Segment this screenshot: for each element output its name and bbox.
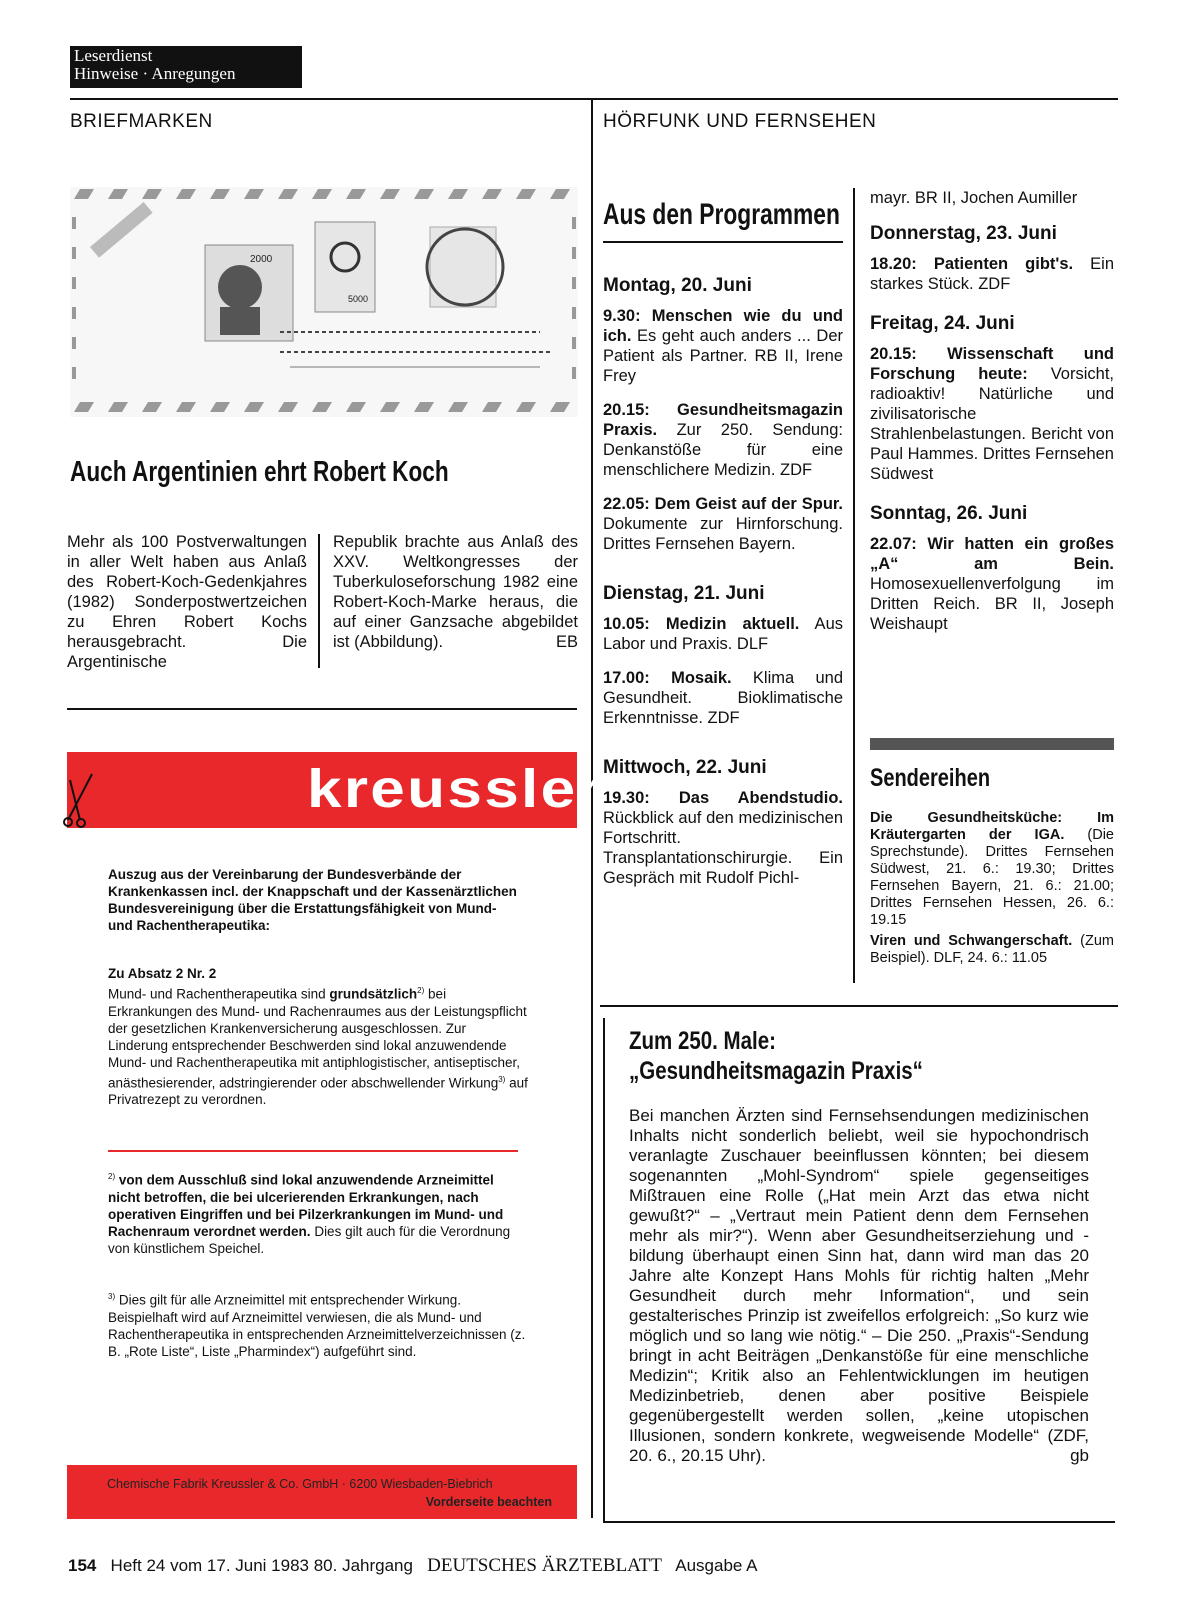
ad-company: Chemische Fabrik Kreussler & Co. GmbH · 6200 Wiesbaden-Biebrich	[107, 1477, 493, 1491]
programmes-title-rule	[603, 241, 843, 243]
scissors-icon	[60, 770, 100, 830]
programme-entry	[603, 494, 843, 554]
programme-desc: Es geht auch anders ... Der Patient als Partner. RB II, Irene Frey	[603, 327, 843, 385]
programme-desc: Homosexuellenverfolgung im Dritten Reich. BR II, Joseph Weishaupt	[870, 575, 1114, 633]
programmes-col-b	[870, 188, 1114, 634]
article-col-1: Mehr als 100 Postverwaltungen in aller Welt haben aus Anlaß des Robert-Koch-Gedenkjahres (1982) Sonderpostwertzeichen zu Ehren Robert Kochs herausgebracht. Die Argentinische	[67, 533, 307, 671]
ad-paragraph-1	[108, 982, 528, 1108]
box-title-line-1: Zum 250. Male:	[629, 1027, 776, 1055]
day-heading: Montag, 20. Juni	[603, 275, 752, 296]
article-col-2: Republik brachte aus Anlaß des XXV. Weltkongresses der Tuberkuloseforschung 1982 eine Robert-Koch-Marke heraus, die auf einer Ganzsache abgebildet ist (Abbildung).	[333, 533, 578, 651]
programme-entry	[603, 614, 843, 654]
programme-desc: Dokumente zur Hirnforschung. Drittes Fernsehen Bayern.	[603, 515, 843, 553]
programme-time-title: 20.15: Gesundheitsmagazin Praxis.	[603, 401, 843, 439]
ad-para-1c: auf Privatrezept zu verordnen.	[108, 1075, 528, 1107]
day-heading: Donnerstag, 23. Juni	[870, 223, 1057, 244]
day-heading: Mittwoch, 22. Juni	[603, 757, 767, 778]
section-label-briefmarken: BRIEFMARKEN	[70, 111, 213, 132]
programmes-title: Aus den Programmen	[603, 198, 840, 231]
ad-red-rule	[108, 1150, 518, 1152]
programme-entry	[603, 306, 843, 386]
box-sign: gb	[1070, 1446, 1089, 1465]
ad-intro: Auszug aus der Vereinbarung der Bundesverbände der Krankenkassen incl. der Knappschaft und der Kassenärztlichen Bundesvereinigung über die Erstattungsfähigkeit von Mund- und Rachentherapeutika:	[108, 867, 517, 933]
programme-time-title: 19.30: Das Abendstudio.	[603, 789, 843, 807]
headline-robert-koch: Auch Argentinien ehrt Robert Koch	[70, 456, 449, 488]
series-item-desc: (Die Sprechstunde). Drittes Fernsehen Südwest, 21. 6.: 19.30; Drittes Fernsehen Bayern, 21. 6.: 21.00; Drittes Fernsehen Hessen, 26. 6.: 19.15	[870, 827, 1114, 928]
programme-desc: Rückblick auf den medizinischen Fortschritt. Transplantationschirurgie. Ein Gespräch mit Rudolf Pichl-	[603, 809, 843, 887]
day-heading: Freitag, 24. Juni	[870, 313, 1015, 334]
programme-time-title: 20.15: Wissenschaft und Forschung heute:	[870, 345, 1114, 383]
programme-entry	[603, 788, 843, 888]
article-col-divider	[318, 534, 320, 668]
programme-time-title: 22.07: Wir hatten ein großes „A“ am Bein.	[870, 535, 1114, 573]
ad-banner	[67, 752, 604, 828]
ad-footnote-ref-2: 2)	[417, 986, 425, 995]
series-item	[870, 810, 1114, 929]
programmes-col-a	[603, 276, 843, 888]
programme-time-title: 17.00: Mosaik.	[603, 669, 732, 687]
ad-para-1b: bei Erkrankungen des Mund- und Rachenraumes aus der Leistungspflicht der gesetzlichen Krankenversicherung ausgeschlossen. Zur Linderung entsprechender Beschwerden sind lokal anzuwendende Mund- und Rachentherapeutika mit antiphlogistischer, antiseptischer, anästhesierender, adstringierender oder abschwellender Wirkung	[108, 986, 527, 1090]
edition: Ausgabe A	[675, 1556, 758, 1575]
box-text: Bei manchen Ärzten sind Fernsehsendungen medizinischen Inhalts nicht sonderlich beliebt, weil sie hypochondrisch veranlagte Zuschauer beeinflussen könnten; bei diesem sogenannten „Mohl-Syndrom“ spiele gegenseitiges Mißtrauen eine Rolle („Hat mein Arzt das etwa nicht gewußt?“ – „Vertraut mein Patient denn dem Fernsehen mehr als mir?“). Wenn aber Gesundheitserziehung und -bildung überhaupt einen Sinn hat, dann wird man das 20 Jahre alte Konzept Hans Mohls für richtig halten „Mehr Gesundheit durch mehr Information“, und sein gestalterisches Prinzip ist zweifellos erfolgreich: „So kurz wie möglich und so lang wie nötig.“ – Die 250. „Praxis“-Sendung bringt in acht Beiträgen „Denkanstöße für eine menschliche Medizin“; Kritik also an Fehlentwicklungen im heutigen Medizinbetrieb, denen aber positive Beispiele gegenübergestellt werden sollen, „keine utopischen Illusionen, sondern konkrete, wegweisende Modelle“ (ZDF, 20. 6., 20.15 Uhr).	[629, 1106, 1089, 1465]
ad-fn2-rest: Dies gilt auch für die Verordnung von künstlichem Speichel.	[108, 1223, 511, 1256]
series-item-desc: (Zum Beispiel). DLF, 24. 6.: 11.05	[870, 933, 1114, 966]
ad-fn2-mark: 2)	[108, 1172, 116, 1181]
programme-desc: Aus Labor und Praxis. DLF	[603, 615, 843, 653]
top-rule	[70, 98, 1118, 100]
ad-para-1a: Mund- und Rachentherapeutika sind	[108, 986, 330, 1002]
programme-desc: Klima und Gesundheit. Bioklimatische Erkenntnisse. ZDF	[603, 669, 843, 727]
article-end-rule	[67, 708, 577, 710]
section-header	[70, 46, 302, 88]
page-footer	[68, 1555, 758, 1577]
series-item-title: Die Gesundheitsküche: Im Kräutergarten der IGA.	[870, 810, 1114, 843]
programme-entry	[603, 668, 843, 728]
ad-fn3-mark: 3)	[108, 1292, 116, 1301]
page-number: 154	[68, 1556, 97, 1575]
ad-subhead: Zu Absatz 2 Nr. 2	[108, 966, 217, 981]
ad-fn3-text: Dies gilt für alle Arzneimittel mit entsprechender Wirkung. Beispielhaft wird auf Arzneimittel verwiesen, die als Mund- und Rachentherapeutika in entsprechenden Arzneimittelverzeichnissen (z. B. „Rote Liste“, Liste „Pharmindex“) aufgeführt sind.	[108, 1292, 526, 1359]
programme-entry	[870, 254, 1114, 294]
programme-entry	[870, 344, 1114, 484]
ad-brand-logo: kreussler	[307, 759, 604, 819]
series-item	[870, 933, 1114, 967]
programmes-col-divider	[853, 188, 855, 983]
series-title: Sendereihen	[870, 764, 991, 792]
ad-fn2-bold: von dem Ausschluß sind lokal anzuwendende Arzneimittel nicht betroffen, die bei ulcerierenden Erkrankungen, nach operativen Eingriffen und bei Pilzerkrankungen im Mund- und Rachenraum verordnet werden.	[108, 1172, 504, 1239]
ad-footer-note: Vorderseite beachten	[425, 1495, 552, 1509]
praxis-box	[603, 1018, 1115, 1523]
programme-continued: mayr. BR II, Jochen Aumiller	[870, 189, 1078, 207]
section-label-hoerfunk: HÖRFUNK UND FERNSEHEN	[603, 111, 877, 132]
programme-time-title: 10.05: Medizin aktuell.	[603, 615, 800, 633]
programme-entry	[603, 400, 843, 480]
programme-time-title: 18.20: Patienten gibt's.	[870, 255, 1074, 273]
programme-time-title: 22.05: Dem Geist auf der Spur.	[603, 495, 843, 513]
article-sign: EB	[555, 633, 578, 651]
ad-footer-bar	[67, 1465, 577, 1519]
svg-text:5000: 5000	[348, 294, 369, 304]
day-heading: Sonntag, 26. Juni	[870, 503, 1028, 524]
day-heading: Dienstag, 21. Juni	[603, 583, 765, 604]
box-title-line-2: „Gesundheitsmagazin Praxis“	[629, 1057, 923, 1085]
svg-text:2000: 2000	[250, 254, 273, 265]
stamp-cover-image	[70, 187, 578, 417]
programme-desc: Zur 250. Sendung: Denkanstöße für eine menschlichere Medizin. ZDF	[603, 421, 843, 479]
ad-footnote-ref-3: 3)	[498, 1074, 506, 1084]
ad-footnote-3	[108, 1288, 528, 1360]
ad-para-1-bold: grundsätzlich	[329, 986, 418, 1002]
series-item-title: Viren und Schwangerschaft.	[870, 933, 1073, 949]
issue-info: Heft 24 vom 17. Juni 1983 80. Jahrgang	[110, 1556, 413, 1575]
header-line-2: Hinweise · Anregungen	[74, 64, 236, 83]
programme-entry	[870, 534, 1114, 634]
programme-desc: Ein starkes Stück. ZDF	[870, 255, 1114, 293]
programme-desc: Vorsicht, radioaktiv! Natürliche und zivilisatorische Strahlenbelastungen. Bericht von Paul Hammes. Drittes Fernsehen Südwest	[870, 365, 1114, 483]
journal-name: DEUTSCHES ÄRZTEBLATT	[427, 1555, 663, 1576]
series-separator-bar	[870, 738, 1114, 750]
ad-footnote-2	[108, 1168, 528, 1257]
header-line-1: Leserdienst	[74, 46, 153, 65]
programme-time-title: 9.30: Menschen wie du und ich.	[603, 307, 843, 345]
box-top-rule	[600, 1005, 1118, 1007]
series-list	[870, 810, 1114, 967]
